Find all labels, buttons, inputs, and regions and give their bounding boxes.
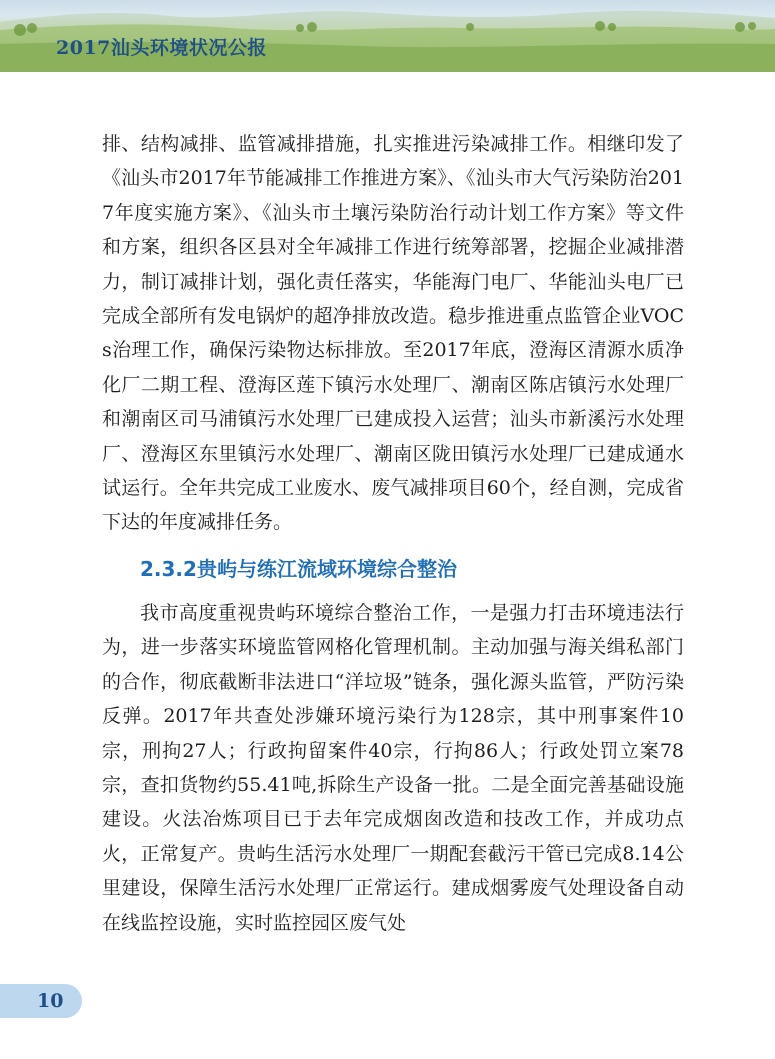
header-banner <box>0 0 775 72</box>
page-body <box>102 127 684 940</box>
section-heading: 2.3.2贵屿与练江流域环境综合整治 <box>140 556 457 581</box>
page-number-tab <box>0 984 82 1018</box>
body-paragraph: 我市高度重视贵屿环境综合整治工作，一是强力打击环境违法行为，进一步落实环境监管网格化管理机制。主动加强与海关缉私部门的合作，彻底截断非法进口“洋垃圾”链条，强化源头监管，严防污染反弹。2017年共查处涉嫌环境污染行为128宗，其中刑事案件10宗，刑拘27人；行政拘留案件40宗，行拘86人；行政处罚立案78宗，查扣货物约55.41吨,拆除生产设备一批。二是全面完善基础设施建设。火法冶炼项目已于去年完成烟囱改造和技改工作，并成功点火，正常复产。贵屿生活污水处理厂一期配套截污干管已完成8.14公里建设，保障生活污水处理厂正常运行。建成烟雾废气处理设备自动在线监控设施，实时监控园区废气处 <box>102 601 684 934</box>
body-paragraph: 排、结构减排、监管减排措施，扎实推进污染减排工作。相继印发了《汕头市2017年节能减排工作推进方案》、《汕头市大气污染防治2017年度实施方案》、《汕头市土壤污染防治行动计划工作方案》等文件和方案，组织各区县对全年减排工作进行统筹部署，挖掘企业减排潜力，制订减排计划，强化责任落实，华能海门电厂、华能汕头电厂已完成全部所有发电锅炉的超净排放改造。稳步推进重点监管企业VOCs治理工作，确保污染物达标排放。至2017年底，澄海区清源水质净化厂二期工程、澄海区莲下镇污水处理厂、潮南区陈店镇污水处理厂和潮南区司马浦镇污水处理厂已建成投入运营；汕头市新溪污水处理厂、澄海区东里镇污水处理厂、潮南区陇田镇污水处理厂已建成通水试运行。全年共完成工业废水、废气减排项目60个，经自测，完成省下达的年度减排任务。 <box>102 133 684 534</box>
header-title: 2017汕头环境状况公报 <box>56 37 267 59</box>
page-number: 10 <box>37 990 64 1012</box>
